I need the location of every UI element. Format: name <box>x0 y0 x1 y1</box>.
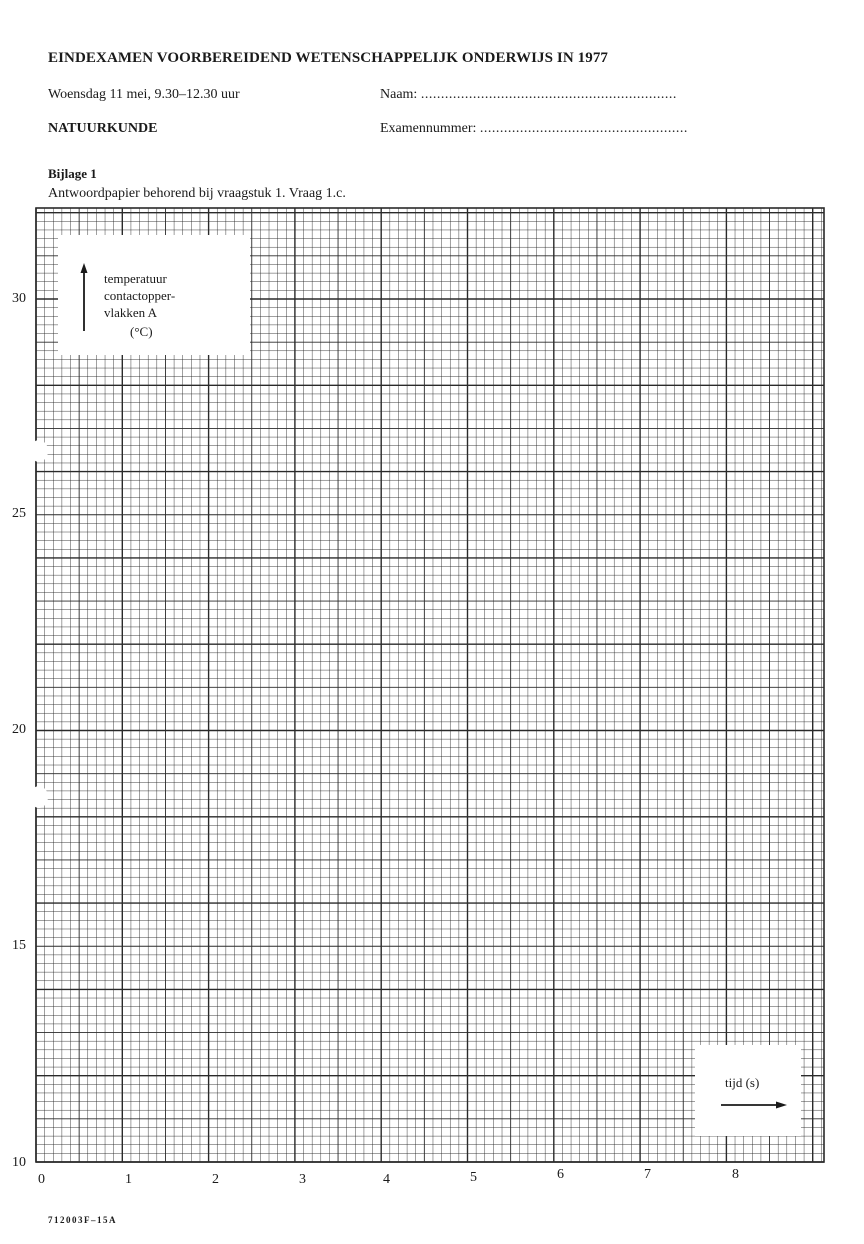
y-axis-label-line: temperatuur <box>104 271 167 286</box>
name-label: Naam: <box>380 87 418 102</box>
x-axis-label-box <box>695 1045 801 1136</box>
exam-number-label: Examennummer: <box>380 121 477 136</box>
exam-title: EINDEXAMEN VOORBEREIDEND WETENSCHAPPELIJK ONDERWIJS IN 1977 <box>48 50 609 66</box>
name-dots[interactable]: ................................................................ <box>420 87 677 102</box>
paper-code: 712003F–15A <box>48 1215 117 1225</box>
up-arrow-icon <box>78 263 90 333</box>
y-axis-label-line: vlakken A <box>104 305 158 320</box>
x-tick-label: 7 <box>644 1167 651 1182</box>
y-axis-label-box <box>58 235 250 355</box>
right-arrow-icon <box>721 1099 787 1111</box>
exam-date: Woensdag 11 mei, 9.30–12.30 uur <box>48 87 240 102</box>
y-tick-label: 25 <box>12 506 26 521</box>
y-tick-label: 30 <box>12 291 26 306</box>
x-tick-label: 1 <box>125 1172 132 1187</box>
appendix-description: Antwoordpapier behorend bij vraagstuk 1. Vraag 1.c. <box>48 186 346 201</box>
x-tick-label: 2 <box>212 1172 219 1187</box>
y-axis-label-line: (°C) <box>130 324 153 339</box>
x-tick-label: 4 <box>383 1172 390 1187</box>
punch-hole-mark <box>30 786 48 808</box>
x-tick-label: 3 <box>299 1172 306 1187</box>
x-tick-label: 0 <box>38 1172 45 1187</box>
y-axis-label-line: contactopper- <box>104 288 176 303</box>
exam-subject: NATUURKUNDE <box>48 121 158 136</box>
name-field[interactable] <box>380 87 677 103</box>
y-tick-label: 15 <box>12 938 26 953</box>
punch-hole-mark <box>30 440 48 462</box>
y-tick-label: 20 <box>12 722 26 737</box>
x-tick-label: 6 <box>557 1167 564 1182</box>
x-axis-label: tijd (s) <box>725 1075 760 1090</box>
x-tick-label: 8 <box>732 1167 739 1182</box>
y-tick-label: 10 <box>12 1155 26 1170</box>
x-tick-label: 5 <box>470 1170 477 1185</box>
exam-number-field[interactable] <box>380 121 688 137</box>
appendix-title: Bijlage 1 <box>48 166 97 181</box>
exam-number-dots[interactable]: .................................................... <box>479 121 688 136</box>
